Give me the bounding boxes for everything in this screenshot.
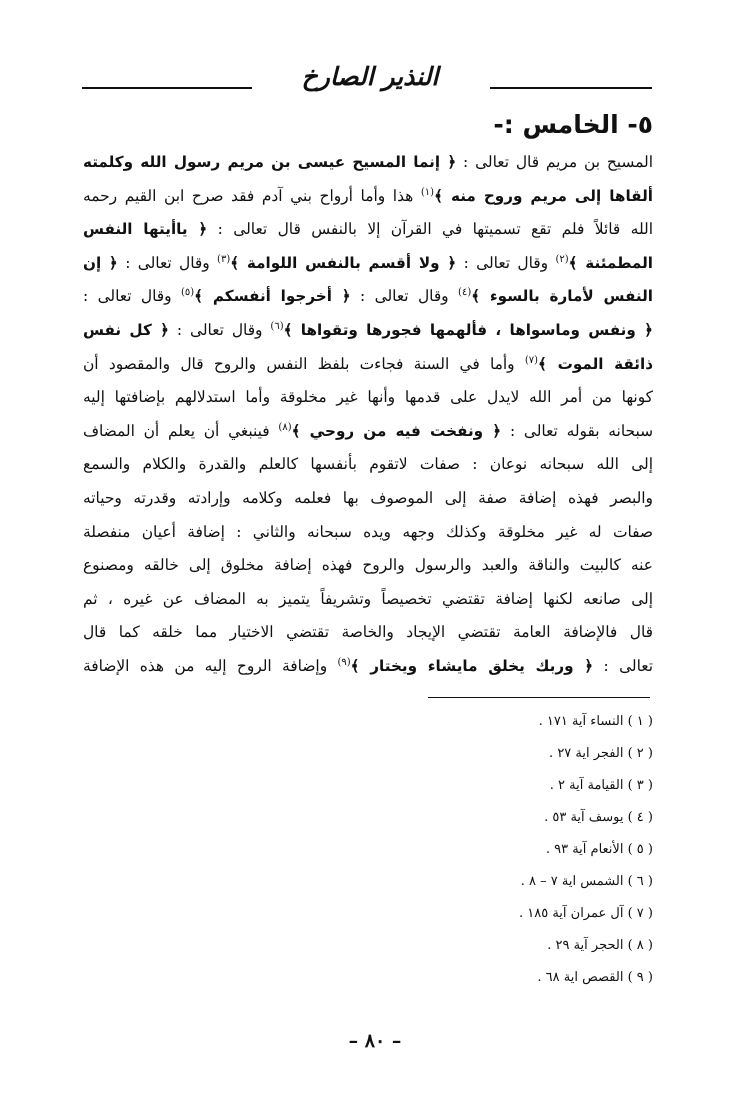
text-run: إلى الله سبحانه نوعان : صفات لاتقوم بأنفسها كالعلم والقدرة والكلام والسمع — [83, 455, 653, 474]
text-run: وقال تعالى : — [169, 320, 271, 339]
footnote-separator — [428, 697, 650, 698]
footnote-item: ( ٥ ) الأنعام آية ٩٣ . — [545, 842, 653, 857]
text-run: تعالى : — [593, 656, 653, 675]
quran-quote: النفس لأمارة بالسوء ﴾ — [471, 287, 653, 306]
body-line — [83, 213, 653, 247]
body-line — [83, 381, 653, 415]
text-run: فينبغي أن يعلم أن المضاف — [83, 421, 279, 440]
body-line — [83, 616, 653, 650]
footnote-item: ( ٣ ) القيامة آية ٢ . — [549, 778, 653, 793]
text-run: وقال تعالى : — [117, 253, 218, 272]
body-line — [83, 146, 653, 180]
text-run: الله قائلاً فلم تقع تسميتها في القرآن إلا بالنفس قال تعالى : — [207, 220, 653, 239]
text-run: وأما في السنة فجاءت بلفظ النفس والروح قال والمقصود أن — [83, 354, 525, 373]
quran-quote: ﴿ ياأيتها النفس — [83, 220, 208, 239]
body-line — [83, 415, 653, 449]
section-heading: ٥- الخامس :- — [493, 110, 653, 139]
text-run: عنه كالبيت والناقة والعبد والرسول والروح فهذه إضافة مخلوق إلى خالقه ومصنوع — [83, 556, 653, 575]
body-text — [83, 146, 653, 684]
body-line — [83, 516, 653, 550]
footnote-item: ( ٦ ) الشمس اية ٧ – ٨ . — [520, 874, 653, 889]
quran-quote: ﴿ ونفخت فيه من روحي ﴾ — [291, 421, 502, 440]
body-line — [83, 650, 653, 684]
text-run: والبصر فهذه إضافة صفة إلى الموصوف بها فعلمه وكلامه وإرادته وقدرته وحياته — [83, 488, 653, 507]
footnote-ref: (٣) — [217, 253, 231, 265]
footnote-ref: (٦) — [270, 320, 284, 332]
footnote-item: ( ٩ ) القصص اية ٦٨ . — [537, 970, 653, 985]
body-line — [83, 247, 653, 281]
body-line — [83, 583, 653, 617]
header-rule-left — [82, 87, 252, 89]
quran-quote: ﴿ كل نفس — [83, 320, 169, 339]
footnote-item: ( ٧ ) آل عمران آية ١٨٥ . — [518, 906, 653, 921]
footnote-item: ( ٢ ) الفجر اية ٢٧ . — [549, 746, 653, 761]
running-header-title: النذير الصارخ — [301, 62, 439, 91]
footnote-item: ( ٨ ) الحجر آية ٢٩ . — [547, 938, 653, 953]
body-line — [83, 314, 653, 348]
text-run: سبحانه بقوله تعالى : — [501, 421, 653, 440]
quran-quote: ألقاها إلى مريم وروح منه ﴾ — [434, 186, 653, 205]
quran-quote: المطمئنة ﴾ — [568, 253, 653, 272]
footnote-ref: (٥) — [180, 287, 195, 299]
text-run: وقال تعالى : — [350, 287, 459, 306]
footnote-ref: (٤) — [458, 287, 472, 299]
body-line — [83, 348, 653, 382]
body-line — [83, 180, 653, 214]
header-rule-right — [490, 87, 652, 89]
footnote-item: ( ١ ) النساء آية ١٧١ . — [538, 714, 653, 729]
quran-quote: ﴿ أخرجوا أنفسكم ﴾ — [194, 287, 351, 306]
quran-quote: ﴿ ولا أقسم بالنفس اللوامة ﴾ — [230, 253, 457, 272]
footnote-ref: (٢) — [555, 253, 569, 265]
text-run: كونها من أمر الله لايدل على قدمها وأنها غير مخلوقة وأما استدلالهم بإضافتها إليه — [83, 388, 653, 407]
quran-quote: ﴿ وربك يخلق مايشاء ويختار ﴾ — [350, 656, 594, 675]
text-run: وقال تعالى : — [456, 253, 556, 272]
quran-quote: ذائقة الموت ﴾ — [538, 354, 653, 373]
text-run: إلى صانعه لكنها إضافة تقتضي تخصيصاً وتشريفاً يتميز به المضاف عن غيره ، ثم — [83, 589, 653, 608]
body-line — [83, 448, 653, 482]
footnote-ref: (١) — [420, 186, 435, 198]
page-number: – ٨٠ – — [348, 1030, 402, 1052]
text-run: قال فالإضافة العامة تقتضي الإيجاد والخاصة تقتضي الاختيار مما خلقه كما قال — [83, 623, 653, 642]
quran-quote: ﴿ ونفس وماسواها ، فألهمها فجورها وتقواها ﴾ — [283, 320, 653, 339]
footnotes — [253, 706, 653, 994]
text-run: وإضافة الروح إليه من هذه الإضافة — [83, 656, 338, 675]
body-line — [83, 280, 653, 314]
footnote-ref: (٧) — [524, 354, 539, 366]
text-run: المسيح بن مريم قال تعالى : — [456, 153, 653, 171]
footnote-item: ( ٤ ) يوسف آية ٥٣ . — [544, 810, 653, 825]
footnote-ref: (٩) — [337, 656, 351, 668]
footnote-ref: (٨) — [278, 421, 292, 433]
quran-quote: ﴿ إن — [83, 253, 118, 272]
text-run: صفات له غير مخلوقة وكذلك وجهه ويده سبحانه والثاني : إضافة أعيان منفصلة — [83, 522, 653, 541]
quran-quote: ﴿ إنما المسيح عيسى بن مريم رسول الله وكلمته — [83, 153, 457, 171]
body-line — [83, 482, 653, 516]
body-line — [83, 549, 653, 583]
text-run: وقال تعالى : — [83, 287, 181, 306]
text-run: هذا وأما أرواح بني آدم فقد صرح ابن القيم رحمه — [83, 186, 421, 205]
